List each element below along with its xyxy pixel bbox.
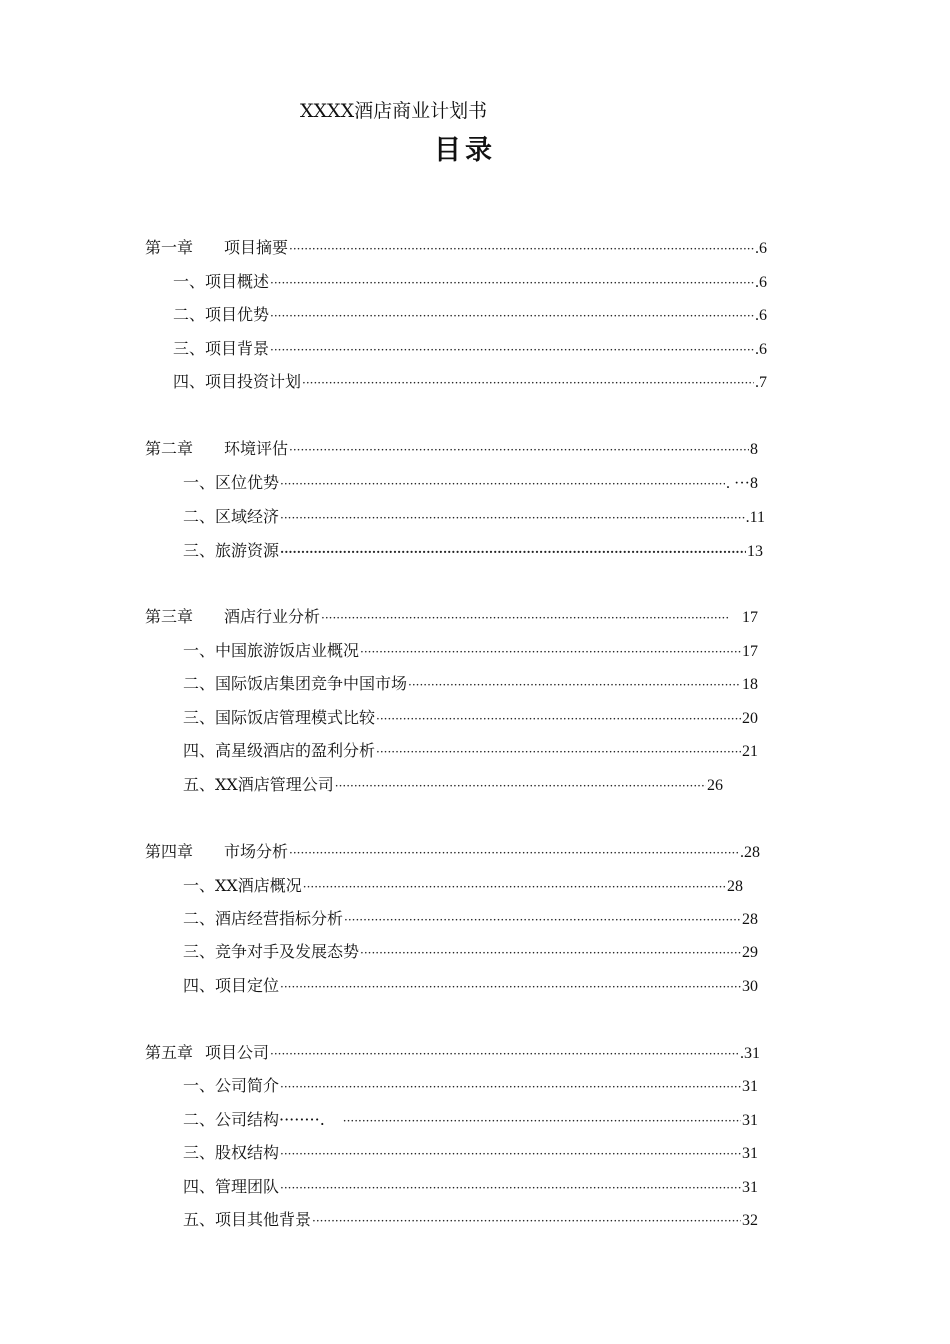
dot-leader <box>280 1076 741 1098</box>
dot-leader <box>289 439 749 461</box>
section-label: 五、XX酒店管理公司 <box>183 775 334 794</box>
section-label: 四、项目投资计划 <box>173 372 302 391</box>
toc-section[interactable] <box>183 1075 758 1097</box>
dot-leader <box>408 674 741 696</box>
page-number: 31 <box>742 1078 758 1095</box>
section-label: 四、管理团队 <box>183 1177 280 1196</box>
page-number: 20 <box>742 710 758 727</box>
toc-section[interactable] <box>183 640 758 662</box>
toc-section[interactable] <box>183 1209 758 1231</box>
toc-chapter-4[interactable] <box>145 841 760 863</box>
toc-section[interactable] <box>183 540 763 562</box>
toc-section[interactable] <box>183 774 723 796</box>
section-label: 一、中国旅游饭店业概况 <box>183 641 360 660</box>
dot-leader <box>344 909 741 931</box>
toc-chapter-1[interactable] <box>145 237 767 259</box>
dot-leader <box>376 741 741 763</box>
dot-leader <box>289 842 739 864</box>
dot-leader <box>280 1143 741 1165</box>
toc-section[interactable] <box>173 271 767 293</box>
section-label: 二、酒店经营指标分析 <box>183 909 344 928</box>
toc-section[interactable] <box>183 975 758 997</box>
section-label: 三、竞争对手及发展态势 <box>183 942 360 961</box>
dot-leader <box>270 305 754 327</box>
dot-leader <box>270 1043 739 1065</box>
page-number: 18 <box>742 676 758 693</box>
toc-section[interactable] <box>183 506 765 528</box>
page-number: 31 <box>742 1179 758 1196</box>
page-number: 17 <box>742 643 758 660</box>
toc-section[interactable] <box>183 740 758 762</box>
dot-leader <box>270 339 754 361</box>
page-number: 13 <box>747 543 763 560</box>
dot-leader <box>360 942 741 964</box>
page-number: 30 <box>742 978 758 995</box>
page-number: .6 <box>755 341 767 358</box>
toc-section[interactable] <box>183 1109 758 1131</box>
chapter-number: 第四章 <box>145 842 194 861</box>
page-number: .11 <box>745 509 765 526</box>
toc-section[interactable] <box>183 875 743 897</box>
page-number: . ···8 <box>726 475 758 492</box>
page-number: 8 <box>750 441 758 458</box>
section-label: 三、旅游资源 <box>183 541 280 560</box>
toc-chapter-5[interactable] <box>145 1042 760 1064</box>
dot-leader <box>303 876 726 898</box>
section-label: 一、项目概述 <box>173 272 270 291</box>
page-number: 29 <box>742 944 758 961</box>
toc-section[interactable] <box>173 304 767 326</box>
page-number: .7 <box>755 374 767 391</box>
dot-leader <box>312 1210 741 1232</box>
page-number: 31 <box>742 1112 758 1129</box>
dot-leader <box>343 1110 741 1132</box>
section-label: 三、股权结构 <box>183 1143 280 1162</box>
section-label: 二、区域经济 <box>183 507 280 526</box>
page-number: 17 <box>742 609 758 626</box>
toc-section[interactable] <box>183 472 758 494</box>
dot-leader <box>270 272 754 294</box>
page-number: 28 <box>742 911 758 928</box>
section-label: 一、XX酒店概况 <box>183 876 302 895</box>
toc-section[interactable] <box>183 707 758 729</box>
section-label: 四、高星级酒店的盈利分析 <box>183 741 376 760</box>
section-label: 一、公司简介 <box>183 1076 280 1095</box>
page-number: 32 <box>742 1212 758 1229</box>
toc-section[interactable] <box>183 941 758 963</box>
section-label: 一、区位优势 <box>183 473 280 492</box>
toc-chapter-3[interactable] <box>145 606 758 628</box>
page-number: .6 <box>755 307 767 324</box>
page-number: 31 <box>742 1145 758 1162</box>
dot-leader <box>335 775 706 797</box>
toc-section[interactable] <box>173 338 767 360</box>
chapter-number: 第一章 <box>145 238 194 257</box>
page-number: .6 <box>755 274 767 291</box>
page-number: 28 <box>727 878 743 895</box>
toc-section[interactable] <box>183 1176 758 1198</box>
chapter-number: 第五章 <box>145 1043 194 1062</box>
page-number: .28 <box>740 844 760 861</box>
chapter-title: 市场分析 <box>224 842 289 861</box>
dot-leader <box>302 372 754 394</box>
dot-leader <box>280 507 745 529</box>
dot-leader <box>321 607 730 629</box>
dot-leader <box>289 238 754 260</box>
dot-leader <box>280 541 746 563</box>
dot-leader <box>280 1177 741 1199</box>
page-number: 21 <box>742 743 758 760</box>
chapter-number: 第三章 <box>145 607 194 626</box>
toc-section[interactable] <box>183 673 758 695</box>
dot-leader <box>376 708 741 730</box>
chapter-title: 项目摘要 <box>224 238 289 257</box>
toc-section[interactable] <box>173 371 767 393</box>
section-label: 二、国际饭店集团竞争中国市场 <box>183 674 408 693</box>
chapter-number: 第二章 <box>145 439 194 458</box>
section-label: 三、项目背景 <box>173 339 270 358</box>
section-label: 二、公司结构········. <box>183 1110 325 1129</box>
section-label: 四、项目定位 <box>183 976 280 995</box>
section-label: 五、项目其他背景 <box>183 1210 312 1229</box>
chapter-title: 酒店行业分析 <box>224 607 321 626</box>
dot-leader <box>280 976 741 998</box>
page-number: 26 <box>707 777 723 794</box>
dot-leader <box>280 473 725 495</box>
dot-leader <box>360 641 741 663</box>
section-label: 二、项目优势 <box>173 305 270 324</box>
page-number: .6 <box>755 240 767 257</box>
page-number: .31 <box>740 1045 760 1062</box>
document-title: XXXX酒店商业计划书 <box>300 100 488 122</box>
toc-section[interactable] <box>183 1142 758 1164</box>
toc-section[interactable] <box>183 908 758 930</box>
toc-heading: 目录 <box>434 135 496 166</box>
toc-chapter-2[interactable] <box>145 438 758 460</box>
chapter-title: 环境评估 <box>224 439 289 458</box>
section-label: 三、国际饭店管理模式比较 <box>183 708 376 727</box>
chapter-title: 项目公司 <box>205 1043 270 1062</box>
